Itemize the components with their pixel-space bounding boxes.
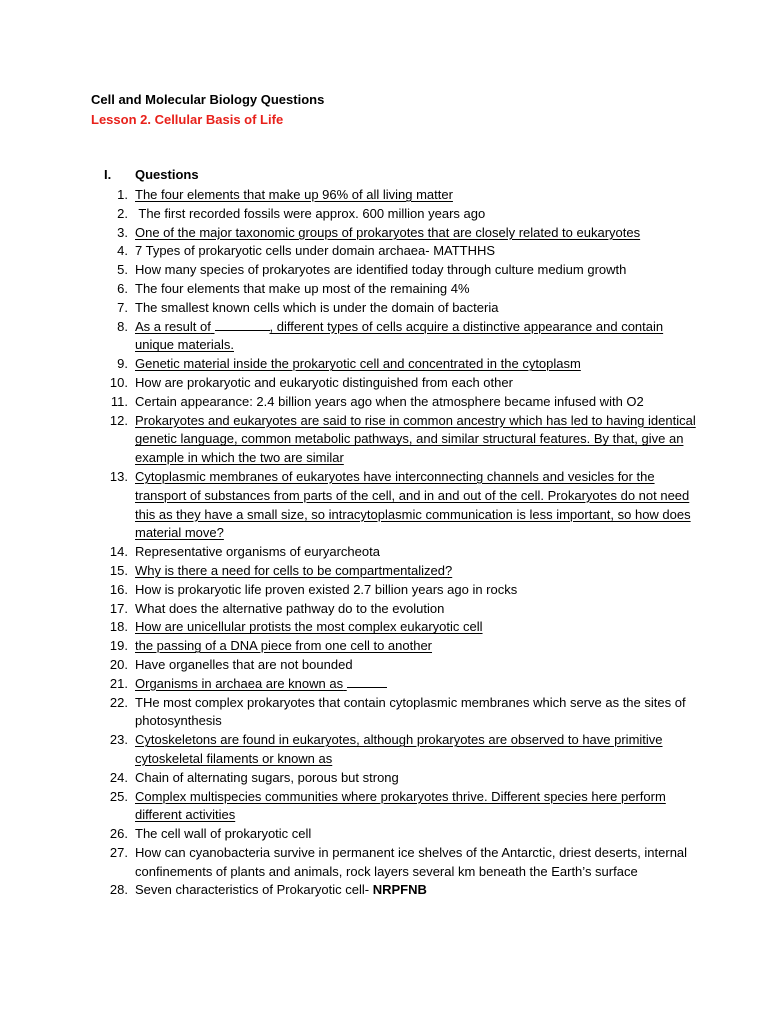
question-item: 10. How are prokaryotic and eukaryotic distinguished from each other xyxy=(109,374,513,390)
question-text: How can cyanobacteria survive in permanent ice shelves of the Antarctic, driest deserts, internal confinements of plants and animals, rock layers several km beneath the Earth’s surface xyxy=(135,844,688,879)
question-item: 1. The four elements that make up 96% of all living matter xyxy=(117,187,453,202)
question-item: 23. Cytoskeletons are found in eukaryotes, although prokaryotes are observed to have primitive cytoskeletal filaments or known as xyxy=(109,732,663,766)
question-item: 12. Prokaryotes and eukaryotes are said to rise in common ancestry which has led to having identical genetic language, common metabolic pathways, and similar structural features. By that, give an example in which the two are similar xyxy=(109,412,696,466)
question-text: What does the alternative pathway do to the evolution xyxy=(135,600,445,616)
question-text: The smallest known cells which is under the domain of bacteria xyxy=(135,299,499,315)
question-text: Organisms in archaea are known as xyxy=(135,676,387,691)
question-item: 13. Cytoplasmic membranes of eukaryotes have interconnecting channels and vesicles for the transport of substances from parts of the cell, and in and out of the cell. Prokaryotes do not need this as they have a small size, so intracytoplasmic communication is less important, so how does material move? xyxy=(109,468,691,541)
question-text: Have organelles that are not bounded xyxy=(135,656,353,672)
fill-in-blank xyxy=(347,675,387,688)
question-text: How is prokaryotic life proven existed 2.7 billion years ago in rocks xyxy=(135,581,518,597)
question-text: Cytoplasmic membranes of eukaryotes have interconnecting channels and vesicles for the transport of substances from parts of the cell, and in and out of the cell. Prokaryotes do not need this as they have a small size, so intracytoplasmic communication is less important, so how does material move? xyxy=(135,468,691,541)
question-text: Cytoskeletons are found in eukaryotes, although prokaryotes are observed to have primitive cytoskeletal filaments or known as xyxy=(135,732,663,766)
question-item: 11. Certain appearance: 2.4 billion years ago when the atmosphere became infused with O2 xyxy=(110,393,644,409)
question-text: As a result of , different types of cells acquire a distinctive appearance and contain unique materials. xyxy=(135,318,664,353)
question-text: Chain of alternating sugars, porous but strong xyxy=(135,769,399,785)
question-text: the passing of a DNA piece from one cell to another xyxy=(135,638,433,654)
question-item: 5. How many species of prokaryotes are identified today through culture medium growth xyxy=(117,262,627,278)
question-item: 9. Genetic material inside the prokaryotic cell and concentrated in the cytoplasm xyxy=(117,356,581,372)
acronym: NRPFNB xyxy=(372,882,427,898)
lesson-subtitle: Lesson 2. Cellular Basis of Life xyxy=(91,112,284,127)
question-text: Why is there a need for cells to be compartmentalized? xyxy=(135,562,453,578)
question-list xyxy=(0,186,700,900)
question-item: 20. Have organelles that are not bounded xyxy=(109,656,353,672)
question-text: Certain appearance: 2.4 billion years ago when the atmosphere became infused with O2 xyxy=(135,393,644,409)
question-text: Seven characteristics of Prokaryotic cell- NRPFNB xyxy=(135,882,427,898)
question-item: 26. The cell wall of prokaryotic cell xyxy=(109,826,312,842)
question-item: 2. The first recorded fossils were approx. 600 million years ago xyxy=(117,205,486,221)
question-item: 18. How are unicellular protists the most complex eukaryotic cell xyxy=(109,619,483,635)
question-item: 27. How can cyanobacteria survive in permanent ice shelves of the Antarctic, driest deserts, internal confinements of plants and animals, rock layers several km beneath the Earth’s surface xyxy=(109,844,688,879)
question-item: 4. 7 Types of prokaryotic cells under domain archaea- MATTHHS xyxy=(117,243,496,259)
question-item: 22. THe most complex prokaryotes that contain cytoplasmic membranes which serve as the sites of photosynthesis xyxy=(109,694,686,729)
question-item: 7. The smallest known cells which is under the domain of bacteria xyxy=(117,299,499,315)
section-number: I. xyxy=(104,167,112,182)
question-item: 28. Seven characteristics of Prokaryotic cell- NRPFNB xyxy=(109,882,427,898)
question-text: The cell wall of prokaryotic cell xyxy=(135,826,312,842)
question-text: How are prokaryotic and eukaryotic distinguished from each other xyxy=(135,374,513,390)
question-item: 14. Representative organisms of euryarcheota xyxy=(109,544,380,560)
question-text: The first recorded fossils were approx. 600 million years ago xyxy=(135,205,486,221)
question-item: 15. Why is there a need for cells to be compartmentalized? xyxy=(109,562,453,578)
question-text: 7 Types of prokaryotic cells under domain archaea- MATTHHS xyxy=(135,243,496,259)
question-item: 17. What does the alternative pathway do to the evolution xyxy=(109,600,445,616)
question-text: The four elements that make up most of the remaining 4% xyxy=(135,280,470,296)
question-item: 24. Chain of alternating sugars, porous but strong xyxy=(109,769,399,785)
question-text: The four elements that make up 96% of all living matter xyxy=(135,187,453,202)
question-text: Genetic material inside the prokaryotic cell and concentrated in the cytoplasm xyxy=(135,356,581,372)
section-label: Questions xyxy=(135,167,199,182)
question-item: 19. the passing of a DNA piece from one cell to another xyxy=(109,638,433,654)
question-text: Complex multispecies communities where prokaryotes thrive. Different species here perform different activities xyxy=(135,788,666,823)
question-item: 16. How is prokaryotic life proven existed 2.7 billion years ago in rocks xyxy=(109,581,518,597)
question-item: 25. Complex multispecies communities where prokaryotes thrive. Different species here perform different activities xyxy=(109,788,666,823)
section-heading xyxy=(104,167,199,182)
fill-in-blank xyxy=(215,318,270,331)
question-text: THe most complex prokaryotes that contain cytoplasmic membranes which serve as the sites of photosynthesis xyxy=(135,694,686,729)
document-title: Cell and Molecular Biology Questions xyxy=(91,92,325,107)
question-text: How many species of prokaryotes are identified today through culture medium growth xyxy=(135,262,627,278)
question-item: 21. Organisms in archaea are known as xyxy=(0,675,700,694)
question-text: Prokaryotes and eukaryotes are said to rise in common ancestry which has led to having identical genetic language, common metabolic pathways, and similar structural features. By that, give an example in which the two are similar xyxy=(135,412,696,466)
question-text: Representative organisms of euryarcheota xyxy=(135,544,380,560)
question-text: One of the major taxonomic groups of prokaryotes that are closely related to eukaryotes xyxy=(135,224,641,240)
question-item: 8. As a result of , different types of cells acquire a distinctive appearance and contain unique materials. xyxy=(117,318,664,353)
question-item: 3. One of the major taxonomic groups of prokaryotes that are closely related to eukaryotes xyxy=(117,224,641,240)
question-item: 6. The four elements that make up most of the remaining 4% xyxy=(117,280,470,296)
question-text: How are unicellular protists the most complex eukaryotic cell xyxy=(135,619,483,635)
